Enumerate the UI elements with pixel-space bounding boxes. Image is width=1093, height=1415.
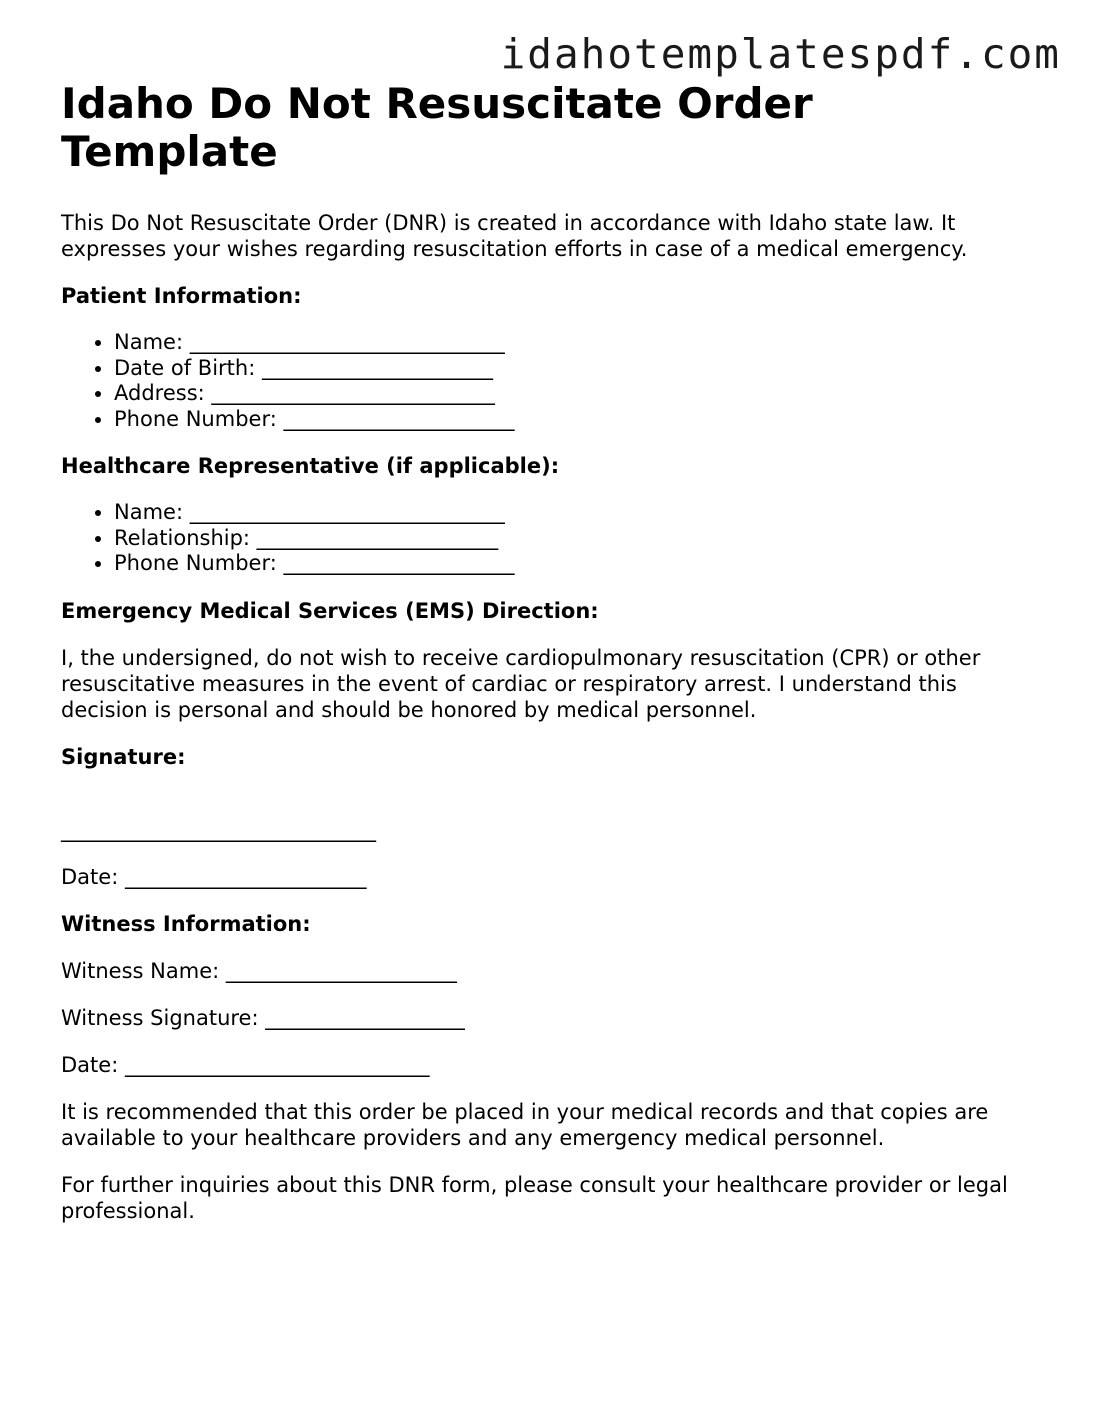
patient-address-field: • Address: ___________________________: [114, 381, 1041, 407]
representative-heading: Healthcare Representative (if applicable):: [61, 454, 560, 478]
page-title: Idaho Do Not Resuscitate Order Template: [61, 79, 813, 176]
representative-phone-field: • Phone Number: ______________________: [114, 551, 1041, 577]
signature-line: ______________________________: [61, 817, 376, 842]
site-watermark: idahotemplatespdf.com: [500, 30, 1061, 78]
patient-info-list: [61, 330, 1041, 432]
witness-signature-field: Witness Signature: ___________________: [61, 1005, 465, 1030]
patient-dob-field: • Date of Birth: ______________________: [114, 356, 1041, 382]
recommendation-paragraph: It is recommended that this order be placed in your medical records and that copies are available to your healthcare providers and any emergency medical personnel.: [61, 1099, 989, 1150]
signature-date-field: Date: _______________________: [61, 864, 367, 889]
document-body: [61, 80, 1041, 1245]
representative-name-field: • Name: ______________________________: [114, 500, 1041, 526]
witness-name-field: Witness Name: ______________________: [61, 958, 457, 983]
representative-relationship-field: • Relationship: _______________________: [114, 526, 1041, 552]
signature-heading: Signature:: [61, 744, 186, 769]
witness-heading: Witness Information:: [61, 911, 311, 936]
ems-paragraph: I, the undersigned, do not wish to receive cardiopulmonary resuscitation (CPR) or other resuscitative measures in the event of cardiac or respiratory arrest. I understand this decision is personal and should be honored by medical personnel.: [61, 645, 981, 722]
patient-info-heading: Patient Information:: [61, 284, 302, 308]
witness-date-field: Date: _____________________________: [61, 1052, 430, 1077]
ems-heading: Emergency Medical Services (EMS) Direction:: [61, 598, 599, 623]
patient-phone-field: • Phone Number: ______________________: [114, 407, 1041, 433]
intro-paragraph: This Do Not Resuscitate Order (DNR) is created in accordance with Idaho state law. It expresses your wishes regarding resuscitation efforts in case of a medical emergency.: [61, 211, 968, 261]
representative-list: [61, 500, 1041, 577]
inquiries-paragraph: For further inquiries about this DNR form, please consult your healthcare provider or legal professional.: [61, 1172, 1008, 1223]
patient-name-field: • Name: ______________________________: [114, 330, 1041, 356]
